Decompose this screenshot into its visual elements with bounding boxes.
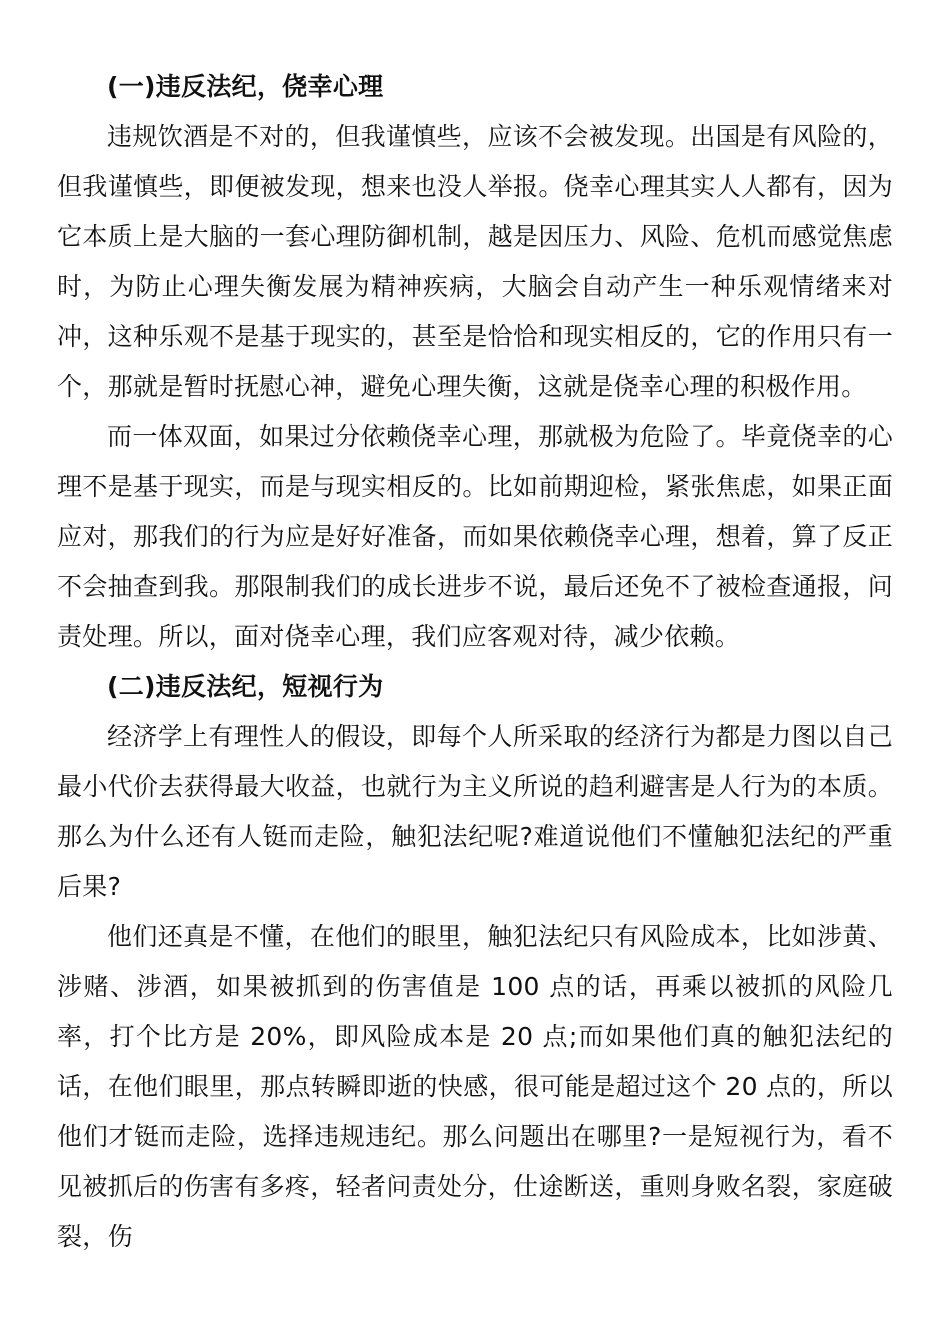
section-1 [57, 62, 893, 662]
document-body [57, 62, 893, 1262]
paragraph: 经济学上有理性人的假设，即每个人所采取的经济行为都是力图以自己最小代价去获得最大收益，也就行为主义所说的趋利避害是人行为的本质。那么为什么还有人铤而走险，触犯法纪呢?难道说他们不懂触犯法纪的严重后果? [57, 722, 893, 901]
paragraph: 而一体双面，如果过分依赖侥幸心理，那就极为危险了。毕竟侥幸的心理不是基于现实，而是与现实相反的。比如前期迎检，紧张焦虑，如果正面应对，那我们的行为应是好好准备，而如果依赖侥幸心理，想着，算了反正不会抽查到我。那限制我们的成长进步不说，最后还免不了被检查通报，问责处理。所以，面对侥幸心理，我们应客观对待，减少依赖。 [57, 422, 893, 651]
section-2 [57, 662, 893, 1262]
paragraph: 违规饮酒是不对的，但我谨慎些，应该不会被发现。出国是有风险的，但我谨慎些，即便被发现，想来也没人举报。侥幸心理其实人人都有，因为它本质上是大脑的一套心理防御机制，越是因压力、风险、危机而感觉焦虑时，为防止心理失衡发展为精神疾病，大脑会自动产生一种乐观情绪来对冲，这种乐观不是基于现实的，甚至是恰恰和现实相反的，它的作用只有一个，那就是暂时抚慰心神，避免心理失衡，这就是侥幸心理的积极作用。 [57, 122, 893, 401]
section-heading: (二)违反法纪，短视行为 [107, 672, 384, 701]
section-heading: (一)违反法纪，侥幸心理 [107, 72, 384, 101]
paragraph: 他们还真是不懂，在他们的眼里，触犯法纪只有风险成本，比如涉黄、涉赌、涉酒，如果被抓到的伤害值是 100 点的话，再乘以被抓的风险几率，打个比方是 20%，即风险成本是 20 点;而如果他们真的触犯法纪的话，在他们眼里，那点转瞬即逝的快感，很可能是超过这个 20 点的，所以他们才铤而走险，选择违规违纪。那么问题出在哪里?一是短视行为，看不见被抓后的伤害有多疼，轻者问责处分，仕途断送，重则身败名裂，家庭破裂，伤 [57, 922, 893, 1251]
